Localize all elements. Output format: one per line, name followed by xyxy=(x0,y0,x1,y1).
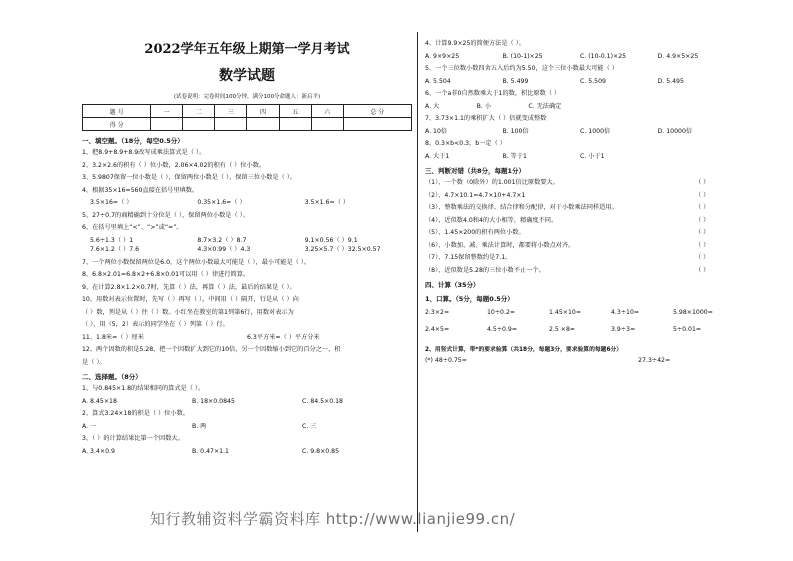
option: C. (10-0.1)×25 xyxy=(580,52,627,60)
mental-math-item: 3.9÷3= xyxy=(611,325,636,333)
judge-item xyxy=(425,267,735,276)
option: C. 9.8×0.85 xyxy=(302,447,340,455)
question: 10、用数对表示位置时，先写（ ）再写（ ），中间用（ ）隔开，行是从（ ）向 xyxy=(82,296,299,303)
score-cell: 二 xyxy=(183,105,215,118)
mental-math-row xyxy=(425,309,735,318)
question: 2、算式3.24×18的积是（ ）位小数。 xyxy=(82,410,189,417)
judge-text: （4）、近似数4.0和4的大小相等，精确度不同。 xyxy=(425,216,558,224)
compare-row xyxy=(82,237,412,246)
score-cell xyxy=(279,118,311,131)
question: 7、3.73×1.1的乘积扩大（ ）倍就变成整数 xyxy=(425,115,547,122)
option: C. 1000倍 xyxy=(580,127,611,135)
option: B. 小 xyxy=(476,102,492,110)
question: 8、6.8×2.01=6.8×2+6.8×0.01可以用（ ）律进行简算。 xyxy=(82,271,250,278)
right-column xyxy=(425,36,735,366)
options-row xyxy=(425,128,735,137)
answer-parentheses: （ ） xyxy=(695,229,710,236)
option: B. 18×0.0845 xyxy=(192,397,235,405)
mental-math-item: 10÷0.2= xyxy=(487,309,516,316)
question: 12、两个因数的积是5.28，把一个因数扩大到它的10倍，另一个因数缩小到它的百分之一，积 xyxy=(82,346,341,353)
score-cell: 四 xyxy=(247,105,279,118)
judge-item xyxy=(425,229,735,238)
options-row xyxy=(82,423,412,432)
vertical-calc-item: (*) 48÷0.75= xyxy=(425,357,467,364)
mental-math-item: 5÷0.01= xyxy=(673,325,702,333)
option: D. 5.495 xyxy=(657,77,684,85)
question xyxy=(82,334,412,343)
option: A. 大 xyxy=(425,102,440,110)
mental-math-item: 5.98×1000= xyxy=(673,309,713,316)
question: 3、（ ）的计算结果比第一个因数大。 xyxy=(82,435,184,442)
watermark-text: 知行教辅资料学霸资料库 http://www.lianjie99.cn/ xyxy=(150,510,516,528)
section-fill-in: 一、填空题。（18分，每空0.5分） xyxy=(82,137,184,145)
vertical-calc-item: 27.3÷42= xyxy=(638,357,671,364)
question: 4、根据35×16=560直接在括号里填数。 xyxy=(82,186,199,194)
score-cell xyxy=(215,118,247,131)
option: A. 9×9×25 xyxy=(425,52,460,60)
question: 7、一个两位小数保留两位是6.0，这个两位小数最大可能是（ ），最小可能是（ ）。 xyxy=(82,258,311,266)
compare-item: 9.1×0.56（ ）9.1 xyxy=(304,236,358,244)
score-cell: 五 xyxy=(279,105,311,118)
option: A. 5.504 xyxy=(425,77,451,85)
option: B. 等于1 xyxy=(502,152,527,160)
question: 6、一个a非0自然数乘大于1的数，积比原数（ ） xyxy=(425,90,561,97)
vertical-calc-row xyxy=(425,357,735,366)
compare-item: 7.6×1.2（ ）7.6 xyxy=(90,246,140,253)
option: A. 大于1 xyxy=(425,152,450,160)
option: B. 100倍 xyxy=(502,127,529,135)
options-row xyxy=(82,398,412,407)
answer-parentheses: （ ） xyxy=(695,191,710,199)
score-cell xyxy=(343,118,411,131)
subpart: 11、1.8米=（ ）厘米 xyxy=(82,333,144,341)
compare-item: 3.25×5.7（ ）32.5×0.57 xyxy=(304,246,381,253)
question: 2、3.2×2.6的积有（ ）位小数，2.06×4.02的积有（ ）位小数。 xyxy=(82,161,266,169)
judge-text: （1）、一个数（0除外）的1.001倍比原数要大。 xyxy=(425,179,559,186)
judge-text: （8）、近似数是5.28的三位小数不止一个。 xyxy=(425,266,545,274)
question: 3、5.9807保留一位小数是（ ），保留两位小数是（ ），保留三位小数是（ ）。 xyxy=(82,174,296,181)
option: A. 10倍 xyxy=(425,127,448,135)
exam-note: (试卷说明：完卷时间100分钟，满分100分命题人：新启平) xyxy=(173,94,321,100)
mental-math-item: 4.5÷0.9= xyxy=(487,325,518,333)
subsection-mental-math: 1、口算。（5分，每题0.5分） xyxy=(425,295,514,303)
score-cell: 得 分 xyxy=(83,118,151,131)
judge-item xyxy=(425,204,735,213)
question-continued: （ ），用（5，2）表示的同学坐在（ ）列第（ ）行。 xyxy=(82,321,229,328)
answer-parentheses: （ ） xyxy=(695,266,710,274)
question: 4、计算9.9×25的简便方法是（ ）。 xyxy=(425,40,525,47)
mental-math-row xyxy=(425,326,735,335)
score-cell: 六 xyxy=(311,105,343,118)
score-cell: 总 分 xyxy=(343,105,411,118)
compare-item: 5.6÷1.3（ ）1 xyxy=(90,236,134,244)
question: 5、一个三位数小数四舍五入后约为5.50，这个三位小数最大可能（ ） xyxy=(425,65,618,72)
answer-parentheses: （ ） xyxy=(695,204,710,211)
answer-parentheses: （ ） xyxy=(695,241,710,249)
score-cell xyxy=(151,118,183,131)
mental-math-item: 4.3÷10= xyxy=(611,309,640,316)
mental-math-item: 2.3×2= xyxy=(425,309,450,316)
options-row xyxy=(82,448,412,457)
compare-item: 4.3×0.99（ ）4.3 xyxy=(197,246,251,253)
answer-parentheses: （ ） xyxy=(695,216,710,224)
score-table-score-row xyxy=(83,118,412,131)
compare-item: 8.7×3.2（ ）8.7 xyxy=(197,236,247,244)
option: D. 4.9×5×25 xyxy=(657,52,699,60)
question: 5、27÷0.7的商精确到十分位是（ ），保留两位小数是（ ）。 xyxy=(82,211,249,219)
subsection-vertical-calc: 2、用竖式计算，带*的要求验算（共18分，每题3分，要求验算的每题6分） xyxy=(425,347,623,353)
option: B. 两 xyxy=(192,422,207,430)
score-cell: 一 xyxy=(151,105,183,118)
judge-item xyxy=(425,192,735,201)
judge-item xyxy=(425,217,735,226)
option: D. 10000倍 xyxy=(657,127,693,135)
section-choice: 二、选择题。（8分） xyxy=(82,373,142,381)
question: 1、与0.845×1.8的结果相同的算式是（ ）。 xyxy=(82,385,205,392)
option: B. 0.47×1.1 xyxy=(192,447,229,455)
question: 9、在计算2.8×1.2×0.7时，先算（ ）法，再算（ ）法，最后的结果是（ ）。 xyxy=(82,283,296,291)
options-row xyxy=(425,153,735,162)
option: B. (10-1)×25 xyxy=(502,52,543,60)
judge-text: （5）、1.45×200的积有两位小数。 xyxy=(425,229,525,236)
column-divider xyxy=(417,32,418,532)
score-cell: 三 xyxy=(215,105,247,118)
judge-item xyxy=(425,179,735,188)
mental-math-item: 2.4×5= xyxy=(425,325,450,333)
subpart: 0.35×1.6=（ ） xyxy=(197,199,246,206)
option: A. 8.45×18 xyxy=(82,397,117,405)
section-calculation: 四、计算（35分） xyxy=(425,281,480,289)
question: 8、0.3×b<0.3，b一定（ ） xyxy=(425,140,506,147)
answer-parentheses: （ ） xyxy=(695,179,710,186)
judge-text: （3）、整数乘法的交换律、结合律和分配律，对于小数乘法同样适用。 xyxy=(425,204,618,211)
score-cell: 题 号 xyxy=(83,105,151,118)
score-cell xyxy=(247,118,279,131)
question: 1、把8.9+8.9+8.9改写成乘法算式是（ ）。 xyxy=(82,149,206,156)
judge-text: （7）、7.15保留整数约是7.1。 xyxy=(425,254,512,261)
options-row xyxy=(425,53,735,62)
exam-subject: 数学试题 xyxy=(219,68,275,84)
subpart: 3.5×1.6=（ ） xyxy=(304,199,350,206)
option: B. 5.499 xyxy=(502,77,529,85)
compare-row xyxy=(82,246,412,255)
question-continued: 是（ ）。 xyxy=(82,358,106,366)
judge-item xyxy=(425,254,735,263)
option: C. 小于1 xyxy=(580,152,605,160)
options-row xyxy=(425,103,735,112)
section-true-false: 三、判断对错（共8分，每题1分） xyxy=(425,167,526,175)
option: C. 无法确定 xyxy=(528,102,562,110)
option: A. 3.4×0.9 xyxy=(82,447,115,455)
left-column xyxy=(82,36,412,456)
exam-title: 2022学年五年级上期第一学月考试 xyxy=(144,42,350,57)
answer-parentheses: （ ） xyxy=(695,254,710,261)
option: C. 三 xyxy=(302,422,317,430)
score-cell xyxy=(183,118,215,131)
score-cell xyxy=(311,118,343,131)
judge-item xyxy=(425,242,735,251)
subpart: 6.3平方米=（ ）平方分米 xyxy=(247,333,320,341)
mental-math-item: 1.45×10= xyxy=(549,309,582,316)
judge-text: （6）、小数加、减、乘法计算时，都要将小数点对齐。 xyxy=(425,241,575,249)
options-row xyxy=(425,78,735,87)
question-continued: （ ）数，列是从（ ）往（ ）数。小红坐在教室的第1列第6行，用数对表示为 xyxy=(82,308,294,316)
judge-text: （2）、4.7×10.1=4.7×10+4.7×1 xyxy=(425,191,526,199)
question: 6、在括号里填上“<”、“>”或“=”。 xyxy=(82,224,183,231)
option: A. 一 xyxy=(82,422,97,430)
score-table xyxy=(82,104,412,131)
option: C. 84.5×0.18 xyxy=(302,397,343,405)
question-subparts xyxy=(82,199,412,208)
option: C. 5.509 xyxy=(580,77,606,85)
mental-math-item: 2.5 ×8= xyxy=(549,325,576,333)
subpart: 3.5×16=（ ） xyxy=(90,199,133,206)
score-table-header-row xyxy=(83,105,412,118)
